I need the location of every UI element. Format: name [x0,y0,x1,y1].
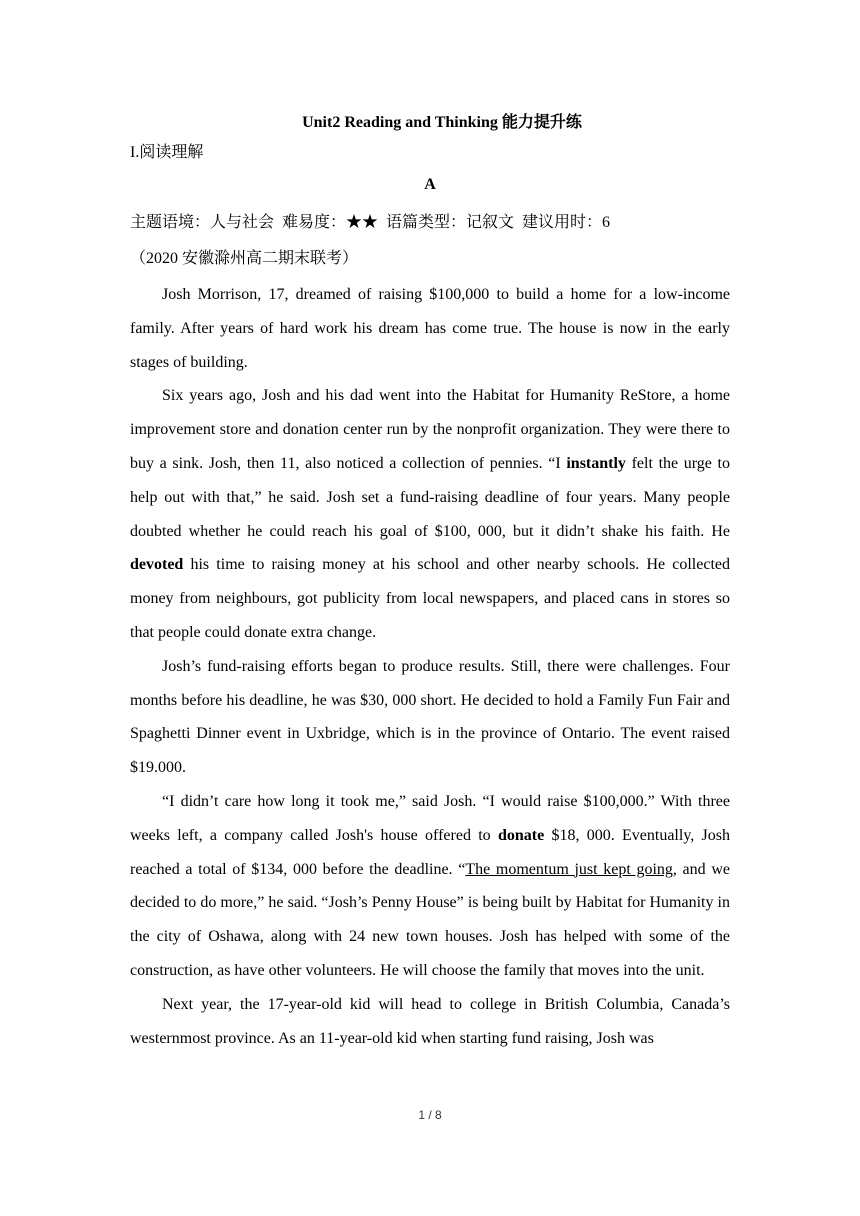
text-segment: felt the urge to help out with that,” he said. Josh set a fund-raising deadline of four years. Many people doubted whether he could reach his goal of $100, 000, but it didn’t shake his faith. He [130,454,731,540]
text-segment: and we decided to do more,” he said. “Josh’s Penny House” is being built by Habitat for Humanity in the city of Oshawa, along with 24 new town houses. Josh has helped with some of the construction, as have other volunteers. He will choose the family that moves into the unit. [130,860,730,979]
paragraph [130,988,730,1056]
paragraph [130,650,730,785]
bold-term: donate [497,826,545,844]
paragraph [130,278,730,379]
text-segment: Six years ago, Josh and his dad went into the Habitat for Humanity ReStore, a home improvement store and donation center run by the nonprofit organization. They were there to buy a sink. Josh, then 11, also noticed a collection of pennies. “I [130,387,730,472]
text-segment: Next year, the 17-year-old kid will head to college in British Columbia, Canada’s westernmost province. As an 11-year-old kid when starting fund raising, Josh was [130,995,730,1047]
paragraph [130,785,730,988]
meta-line: 主题语境：人与社会 难易度：★★ 语篇类型：记叙文 建议用时：6 [130,214,611,231]
section-label: I.阅读理解 [130,144,204,161]
text-segment: Josh’s fund-raising efforts began to produce results. Still, there were challenges. Four months before his deadline, he was $30, 000 short. He decided to hold a Family Fun Fair and Spaghetti Dinner event in Uxbridge, which is in the province of Ontario. The event raised $19.000. [130,657,730,777]
document-page [130,108,730,1055]
bold-term: devoted [130,556,184,574]
document-title: Unit2 Reading and Thinking 能力提升练 [302,114,582,131]
source-line: （2020 安徽滁州高二期末联考） [130,250,359,267]
text-segment: Josh Morrison, 17, dreamed of raising $100,000 to build a home for a low-income family. After years of hard work his dream has come true. The house is now in the early stages of building. [130,286,730,371]
page-number: 1 / 8 [418,1108,442,1122]
bold-term: instantly [566,454,626,472]
paragraph [130,379,730,649]
text-segment: his time to raising money at his school and other nearby schools. He collected money from neighbours, got publicity from local newspapers, and placed cans in stores so that people could donate extra change. [130,556,730,641]
part-heading: A [424,176,436,193]
underlined-phrase: The momentum just kept going, [465,860,677,878]
text-segment: $18, 000. Eventually, Josh reached a total of $134, 000 before the deadline. “ [130,826,731,878]
text-segment: “I didn’t care how long it took me,” said Josh. “I would raise $100,000.” With three weeks left, a company called Josh's house offered to [130,792,730,844]
